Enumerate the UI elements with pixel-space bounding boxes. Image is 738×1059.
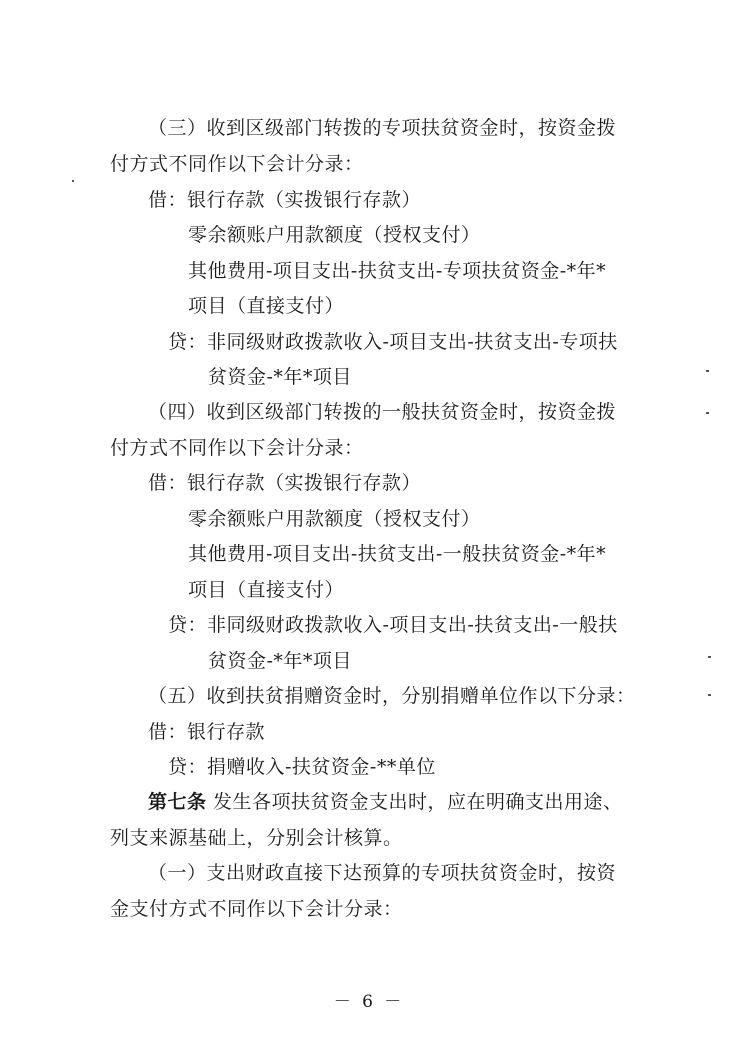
text-line: 列支来源基础上，分别会计核算。 <box>110 827 403 849</box>
article-number: 第七条 <box>148 791 207 813</box>
text-line: 金支付方式不同作以下会计分录： <box>110 898 403 920</box>
text-line: 贷：捐赠收入-扶贫资金-**单位 <box>168 756 436 778</box>
scan-speck <box>706 412 709 414</box>
article-heading-line <box>148 790 623 814</box>
text-line: 借：银行存款（实拨银行存款） <box>148 189 422 211</box>
page-number: － 6 － <box>333 992 405 1012</box>
text-line: 其他费用-项目支出-扶贫支出-专项扶贫资金-*年* <box>188 260 607 282</box>
text-line: （四）收到区级部门转拨的一般扶贫资金时，按资金拨 <box>148 401 617 423</box>
text-line: 贷：非同级财政拨款收入-项目支出-扶贫支出-一般扶 <box>168 614 618 636</box>
text-line: 借：银行存款（实拨银行存款） <box>148 472 422 494</box>
scan-speck <box>708 656 711 658</box>
text-line: 其他费用-项目支出-扶贫支出-一般扶贫资金-*年* <box>188 543 607 565</box>
text-line: 零余额账户用款额度（授权支付） <box>188 508 481 530</box>
scan-speck <box>708 694 711 696</box>
text-line: 项目（直接支付） <box>188 579 345 601</box>
text-line: 贫资金-*年*项目 <box>208 366 352 388</box>
text-line: 借：银行存款 <box>148 721 266 743</box>
text-line: 贷：非同级财政拨款收入-项目支出-扶贫支出-专项扶 <box>168 331 618 353</box>
article-text: 发生各项扶贫资金支出时，应在明确支出用途、 <box>206 791 623 813</box>
text-line: 贫资金-*年*项目 <box>208 650 352 672</box>
scan-speck <box>706 370 709 372</box>
scan-speck <box>72 180 74 182</box>
text-line: （五）收到扶贫捐赠资金时，分别捐赠单位作以下分录： <box>148 685 636 707</box>
text-line: 项目（直接支付） <box>188 295 345 317</box>
text-line: 付方式不同作以下会计分录： <box>110 153 364 175</box>
text-line: 零余额账户用款额度（授权支付） <box>188 224 481 246</box>
text-line: 付方式不同作以下会计分录： <box>110 437 364 459</box>
text-line: （一）支出财政直接下达预算的专项扶贫资金时，按资 <box>148 862 617 884</box>
text-line: （三）收到区级部门转拨的专项扶贫资金时，按资金拨 <box>148 117 617 139</box>
